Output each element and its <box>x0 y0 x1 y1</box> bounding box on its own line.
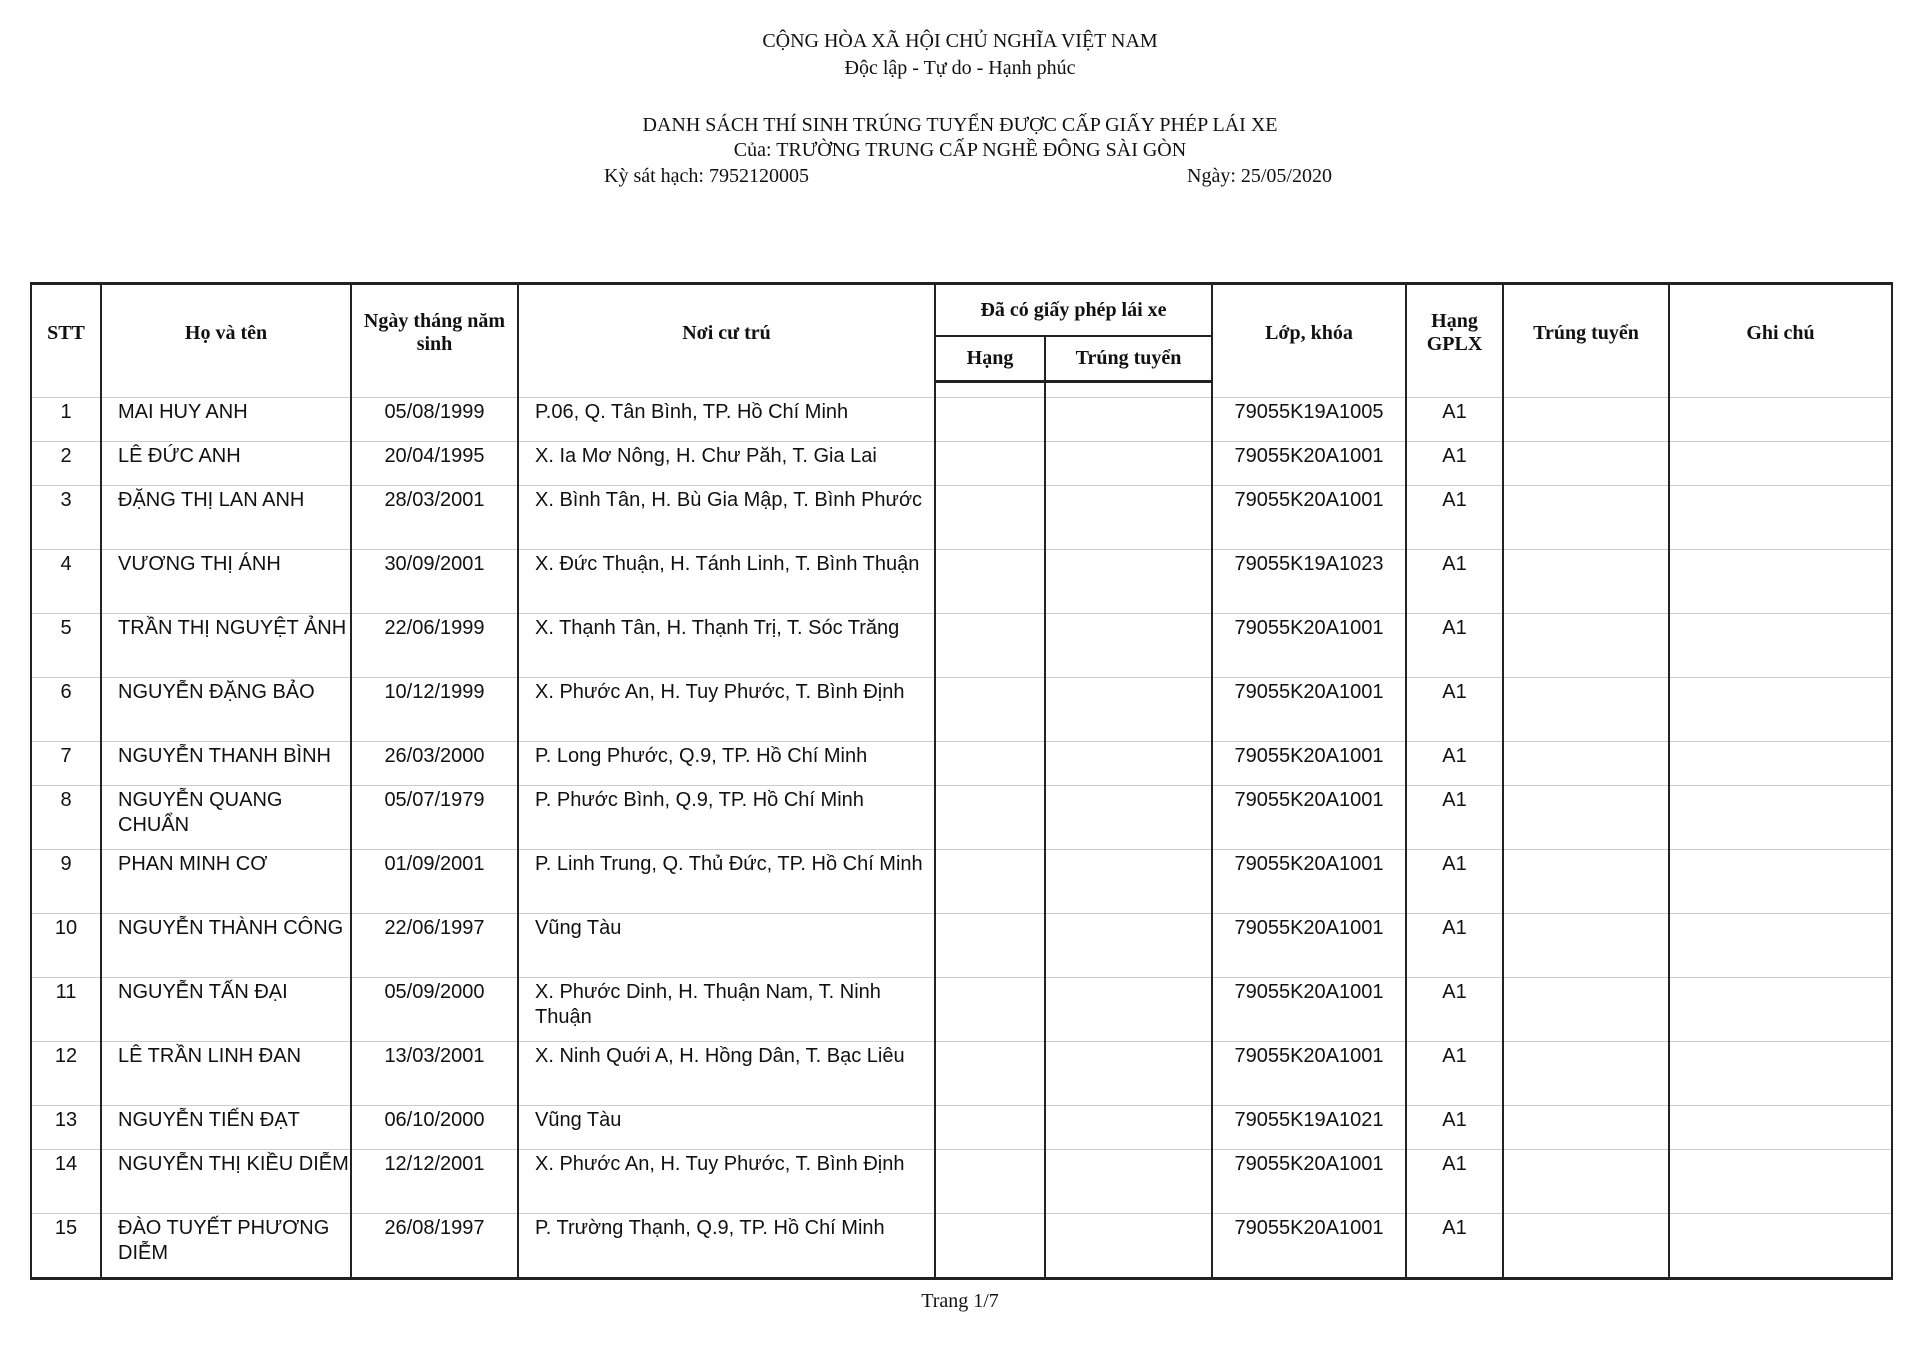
cell-passed <box>1045 978 1212 1042</box>
cell-class: 79055K20A1001 <box>1212 742 1406 786</box>
cell-selected <box>1503 742 1669 786</box>
cell-dob: 12/12/2001 <box>351 1150 518 1214</box>
cell-stt: 14 <box>31 1150 101 1214</box>
cell-address: P. Phước Bình, Q.9, TP. Hồ Chí Minh <box>518 786 935 850</box>
cell-note <box>1669 1150 1892 1214</box>
cell-passed <box>1045 486 1212 550</box>
col-header-license-class: Hạng GPLX <box>1406 284 1503 382</box>
cell-selected <box>1503 1214 1669 1279</box>
cell-name: LÊ ĐỨC ANH <box>101 442 351 486</box>
cell-address: X. Đức Thuận, H. Tánh Linh, T. Bình Thuận <box>518 550 935 614</box>
cell-rank <box>935 614 1045 678</box>
cell-class: 79055K20A1001 <box>1212 978 1406 1042</box>
cell-rank <box>935 978 1045 1042</box>
cell-note <box>1669 550 1892 614</box>
cell-rank <box>935 486 1045 550</box>
cell-note <box>1669 1214 1892 1279</box>
cell-dob: 22/06/1999 <box>351 614 518 678</box>
cell-license-class: A1 <box>1406 678 1503 742</box>
table-row <box>31 914 1892 978</box>
cell-dob: 20/04/1995 <box>351 442 518 486</box>
cell-rank <box>935 786 1045 850</box>
cell-note <box>1669 1106 1892 1150</box>
cell-note <box>1669 678 1892 742</box>
col-header-address: Nơi cư trú <box>518 284 935 382</box>
cell-stt: 13 <box>31 1106 101 1150</box>
cell-stt: 5 <box>31 614 101 678</box>
table-body <box>31 382 1892 1279</box>
cell-dob: 13/03/2001 <box>351 1042 518 1106</box>
cell-address: X. Phước An, H. Tuy Phước, T. Bình Định <box>518 1150 935 1214</box>
cell-dob: 05/09/2000 <box>351 978 518 1042</box>
col-header-class: Lớp, khóa <box>1212 284 1406 382</box>
cell-address: X. Phước Dinh, H. Thuận Nam, T. Ninh Thuận <box>518 978 935 1042</box>
table-row <box>31 1150 1892 1214</box>
cell-dob: 26/03/2000 <box>351 742 518 786</box>
cell-address: X. Phước An, H. Tuy Phước, T. Bình Định <box>518 678 935 742</box>
cell-passed <box>1045 678 1212 742</box>
cell-license-class: A1 <box>1406 1150 1503 1214</box>
cell-stt: 10 <box>31 914 101 978</box>
cell-stt: 7 <box>31 742 101 786</box>
table-row <box>31 1042 1892 1106</box>
cell-passed <box>1045 786 1212 850</box>
cell-rank <box>935 398 1045 442</box>
cell-license-class: A1 <box>1406 786 1503 850</box>
cell-stt: 2 <box>31 442 101 486</box>
cell-note <box>1669 914 1892 978</box>
cell-address: P. Long Phước, Q.9, TP. Hồ Chí Minh <box>518 742 935 786</box>
cell-class: 79055K20A1001 <box>1212 850 1406 914</box>
cell-dob: 30/09/2001 <box>351 550 518 614</box>
cell-selected <box>1503 786 1669 850</box>
cell-note <box>1669 1042 1892 1106</box>
cell-rank <box>935 914 1045 978</box>
school-name: Của: TRƯỜNG TRUNG CẤP NGHỀ ĐÔNG SÀI GÒN <box>733 139 1187 161</box>
cell-class: 79055K19A1005 <box>1212 398 1406 442</box>
cell-address: X. Ninh Quới A, H. Hồng Dân, T. Bạc Liêu <box>518 1042 935 1106</box>
col-header-stt: STT <box>31 284 101 382</box>
cell-address: P. Linh Trung, Q. Thủ Đức, TP. Hồ Chí Minh <box>518 850 935 914</box>
cell-stt: 15 <box>31 1214 101 1279</box>
cell-passed <box>1045 1042 1212 1106</box>
cell-selected <box>1503 486 1669 550</box>
cell-name: ĐÀO TUYẾT PHƯƠNG DIỄM <box>101 1214 351 1279</box>
cell-selected <box>1503 442 1669 486</box>
cell-class: 79055K20A1001 <box>1212 614 1406 678</box>
table-row <box>31 486 1892 550</box>
cell-rank <box>935 742 1045 786</box>
cell-address: P. Trường Thạnh, Q.9, TP. Hồ Chí Minh <box>518 1214 935 1279</box>
cell-class: 79055K20A1001 <box>1212 1042 1406 1106</box>
cell-license-class: A1 <box>1406 1042 1503 1106</box>
cell-dob: 22/06/1997 <box>351 914 518 978</box>
cell-selected <box>1503 1106 1669 1150</box>
cell-dob: 05/08/1999 <box>351 398 518 442</box>
cell-selected <box>1503 550 1669 614</box>
col-header-note: Ghi chú <box>1669 284 1892 382</box>
table-spacer-row <box>31 382 1892 398</box>
cell-license-class: A1 <box>1406 486 1503 550</box>
cell-address: X. Bình Tân, H. Bù Gia Mập, T. Bình Phước <box>518 486 935 550</box>
cell-name: NGUYỄN THÀNH CÔNG <box>101 914 351 978</box>
cell-stt: 8 <box>31 786 101 850</box>
cell-class: 79055K20A1001 <box>1212 678 1406 742</box>
col-header-passed: Trúng tuyển <box>1045 336 1212 382</box>
cell-selected <box>1503 850 1669 914</box>
cell-stt: 6 <box>31 678 101 742</box>
cell-stt: 9 <box>31 850 101 914</box>
motto-heading: Độc lập - Tự do - Hạnh phúc <box>844 57 1076 79</box>
cell-address: X. Ia Mơ Nông, H. Chư Păh, T. Gia Lai <box>518 442 935 486</box>
cell-license-class: A1 <box>1406 550 1503 614</box>
cell-selected <box>1503 398 1669 442</box>
cell-address: Vũng Tàu <box>518 1106 935 1150</box>
cell-class: 79055K20A1001 <box>1212 914 1406 978</box>
cell-selected <box>1503 614 1669 678</box>
cell-name: NGUYỄN ĐẶNG BẢO <box>101 678 351 742</box>
cell-name: VƯƠNG THỊ ÁNH <box>101 550 351 614</box>
cell-passed <box>1045 914 1212 978</box>
cell-rank <box>935 1150 1045 1214</box>
table-row <box>31 978 1892 1042</box>
nation-heading: CỘNG HÒA XÃ HỘI CHỦ NGHĨA VIỆT NAM <box>762 30 1158 52</box>
cell-license-class: A1 <box>1406 1106 1503 1150</box>
cell-passed <box>1045 614 1212 678</box>
cell-class: 79055K20A1001 <box>1212 486 1406 550</box>
cell-class: 79055K20A1001 <box>1212 786 1406 850</box>
cell-note <box>1669 442 1892 486</box>
cell-license-class: A1 <box>1406 614 1503 678</box>
cell-passed <box>1045 398 1212 442</box>
cell-selected <box>1503 1150 1669 1214</box>
cell-note <box>1669 742 1892 786</box>
cell-dob: 01/09/2001 <box>351 850 518 914</box>
cell-license-class: A1 <box>1406 1214 1503 1279</box>
cell-class: 79055K20A1001 <box>1212 442 1406 486</box>
cell-passed <box>1045 1150 1212 1214</box>
document-title: DANH SÁCH THÍ SINH TRÚNG TUYỂN ĐƯỢC CẤP GIẤY PHÉP LÁI XE <box>642 114 1278 136</box>
cell-passed <box>1045 550 1212 614</box>
cell-rank <box>935 678 1045 742</box>
cell-license-class: A1 <box>1406 850 1503 914</box>
cell-name: NGUYỄN THANH BÌNH <box>101 742 351 786</box>
col-header-rank: Hạng <box>935 336 1045 382</box>
page-number: Trang 1/7 <box>921 1290 999 1312</box>
table-row <box>31 786 1892 850</box>
table-row <box>31 1106 1892 1150</box>
table-row <box>31 442 1892 486</box>
cell-dob: 26/08/1997 <box>351 1214 518 1279</box>
cell-selected <box>1503 914 1669 978</box>
col-header-dob: Ngày tháng năm sinh <box>351 284 518 382</box>
cell-dob: 28/03/2001 <box>351 486 518 550</box>
cell-rank <box>935 1214 1045 1279</box>
cell-passed <box>1045 1106 1212 1150</box>
cell-rank <box>935 1106 1045 1150</box>
table-row <box>31 398 1892 442</box>
cell-note <box>1669 786 1892 850</box>
cell-license-class: A1 <box>1406 398 1503 442</box>
cell-stt: 1 <box>31 398 101 442</box>
cell-stt: 4 <box>31 550 101 614</box>
cell-name: NGUYỄN TẤN ĐẠI <box>101 978 351 1042</box>
cell-name: ĐẶNG THỊ LAN ANH <box>101 486 351 550</box>
col-header-selected: Trúng tuyển <box>1503 284 1669 382</box>
cell-name: TRẦN THỊ NGUYỆT ẢNH <box>101 614 351 678</box>
cell-name: NGUYỄN TIẾN ĐẠT <box>101 1106 351 1150</box>
table-header <box>31 284 1892 382</box>
table-row <box>31 1214 1892 1279</box>
cell-stt: 12 <box>31 1042 101 1106</box>
col-header-has-license: Đã có giấy phép lái xe <box>935 284 1212 337</box>
cell-note <box>1669 614 1892 678</box>
cell-passed <box>1045 442 1212 486</box>
cell-dob: 10/12/1999 <box>351 678 518 742</box>
exam-code: Kỳ sát hạch: 7952120005 <box>604 165 809 187</box>
cell-name: MAI HUY ANH <box>101 398 351 442</box>
cell-address: P.06, Q. Tân Bình, TP. Hồ Chí Minh <box>518 398 935 442</box>
cell-passed <box>1045 742 1212 786</box>
cell-rank <box>935 442 1045 486</box>
col-header-name: Họ và tên <box>101 284 351 382</box>
cell-selected <box>1503 1042 1669 1106</box>
cell-rank <box>935 550 1045 614</box>
cell-note <box>1669 850 1892 914</box>
cell-license-class: A1 <box>1406 442 1503 486</box>
cell-stt: 3 <box>31 486 101 550</box>
cell-address: Vũng Tàu <box>518 914 935 978</box>
cell-class: 79055K19A1023 <box>1212 550 1406 614</box>
cell-note <box>1669 398 1892 442</box>
table-row <box>31 678 1892 742</box>
cell-address: X. Thạnh Tân, H. Thạnh Trị, T. Sóc Trăng <box>518 614 935 678</box>
table-row <box>31 614 1892 678</box>
candidate-table <box>30 282 1893 1280</box>
cell-dob: 05/07/1979 <box>351 786 518 850</box>
cell-rank <box>935 1042 1045 1106</box>
cell-rank <box>935 850 1045 914</box>
cell-selected <box>1503 678 1669 742</box>
cell-stt: 11 <box>31 978 101 1042</box>
exam-date: Ngày: 25/05/2020 <box>1187 165 1332 187</box>
cell-selected <box>1503 978 1669 1042</box>
cell-class: 79055K19A1021 <box>1212 1106 1406 1150</box>
cell-class: 79055K20A1001 <box>1212 1214 1406 1279</box>
cell-name: NGUYỄN QUANG CHUẨN <box>101 786 351 850</box>
cell-license-class: A1 <box>1406 978 1503 1042</box>
table-row <box>31 550 1892 614</box>
cell-name: PHAN MINH CƠ <box>101 850 351 914</box>
table-row <box>31 742 1892 786</box>
cell-license-class: A1 <box>1406 742 1503 786</box>
cell-name: LÊ TRẦN LINH ĐAN <box>101 1042 351 1106</box>
cell-note <box>1669 486 1892 550</box>
cell-class: 79055K20A1001 <box>1212 1150 1406 1214</box>
cell-license-class: A1 <box>1406 914 1503 978</box>
cell-passed <box>1045 1214 1212 1279</box>
table-row <box>31 850 1892 914</box>
cell-passed <box>1045 850 1212 914</box>
cell-name: NGUYỄN THỊ KIỀU DIỄM <box>101 1150 351 1214</box>
cell-dob: 06/10/2000 <box>351 1106 518 1150</box>
cell-note <box>1669 978 1892 1042</box>
